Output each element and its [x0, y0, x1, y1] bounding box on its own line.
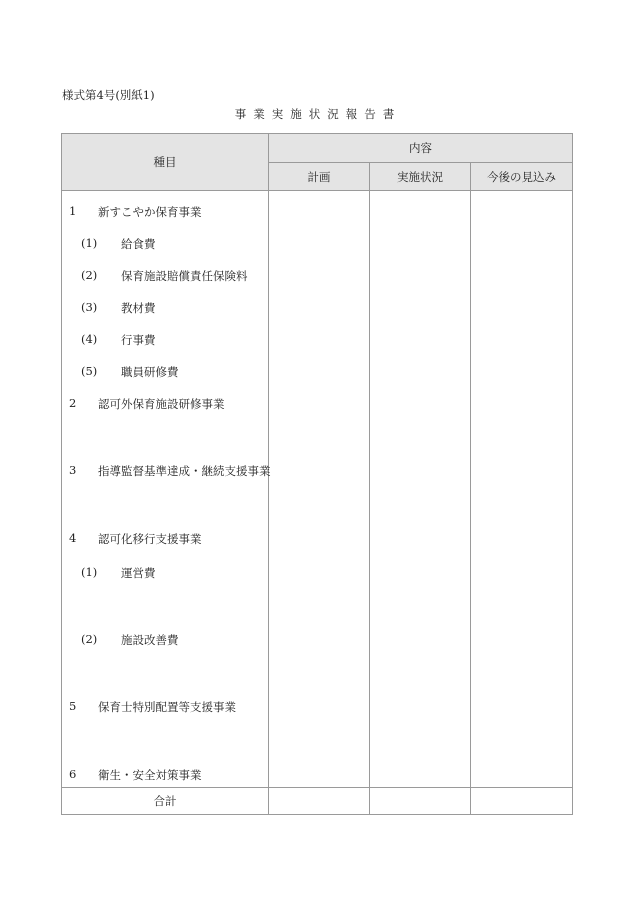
document-title: 事業実施状況報告書: [234, 107, 402, 121]
item-label: 職員研修費: [121, 365, 179, 379]
header-content: 内容: [269, 134, 573, 163]
item-label: 運営費: [121, 566, 156, 580]
header-status: 実施状況: [370, 163, 471, 191]
item-label: 行事費: [121, 333, 156, 347]
item-number: 1: [69, 204, 77, 218]
item-number: (4): [81, 332, 98, 346]
item-label: 指導監督基準達成・継続支援事業: [98, 464, 271, 478]
report-table: [61, 133, 573, 815]
item-list: [62, 191, 271, 787]
item-label: 給食費: [121, 237, 156, 251]
header-plan: 計画: [269, 163, 370, 191]
total-plan-cell[interactable]: [269, 788, 370, 815]
item-label: 保育施設賠償責任保険料: [121, 269, 248, 283]
item-number: 4: [69, 531, 77, 545]
item-number: 6: [69, 767, 77, 781]
item-number: (3): [81, 300, 98, 314]
item-number: (1): [81, 565, 98, 579]
plan-cell[interactable]: [269, 191, 370, 788]
item-label: 新すこやか保育事業: [98, 205, 202, 219]
item-label: 衛生・安全対策事業: [98, 768, 202, 782]
item-label: 保育士特別配置等支援事業: [98, 700, 236, 714]
outlook-cell[interactable]: [471, 191, 573, 788]
total-label: 合計: [62, 788, 269, 815]
total-status-cell[interactable]: [370, 788, 471, 815]
item-number: (2): [81, 268, 98, 282]
header-outlook: 今後の見込み: [471, 163, 573, 191]
item-number: (1): [81, 236, 98, 250]
item-label: 認可外保育施設研修事業: [98, 397, 225, 411]
form-number: 様式第4号(別紙1): [62, 88, 155, 102]
item-number: 5: [69, 699, 77, 713]
total-outlook-cell[interactable]: [471, 788, 573, 815]
item-label: 教材費: [121, 301, 156, 315]
item-number: (5): [81, 364, 98, 378]
item-list-cell: [62, 191, 269, 788]
header-item: 種目: [62, 134, 269, 191]
item-number: 2: [69, 396, 77, 410]
item-label: 認可化移行支援事業: [98, 532, 202, 546]
item-number: (2): [81, 632, 98, 646]
status-cell[interactable]: [370, 191, 471, 788]
report-table-wrapper: [61, 133, 572, 815]
item-label: 施設改善費: [121, 633, 179, 647]
item-number: 3: [69, 463, 77, 477]
